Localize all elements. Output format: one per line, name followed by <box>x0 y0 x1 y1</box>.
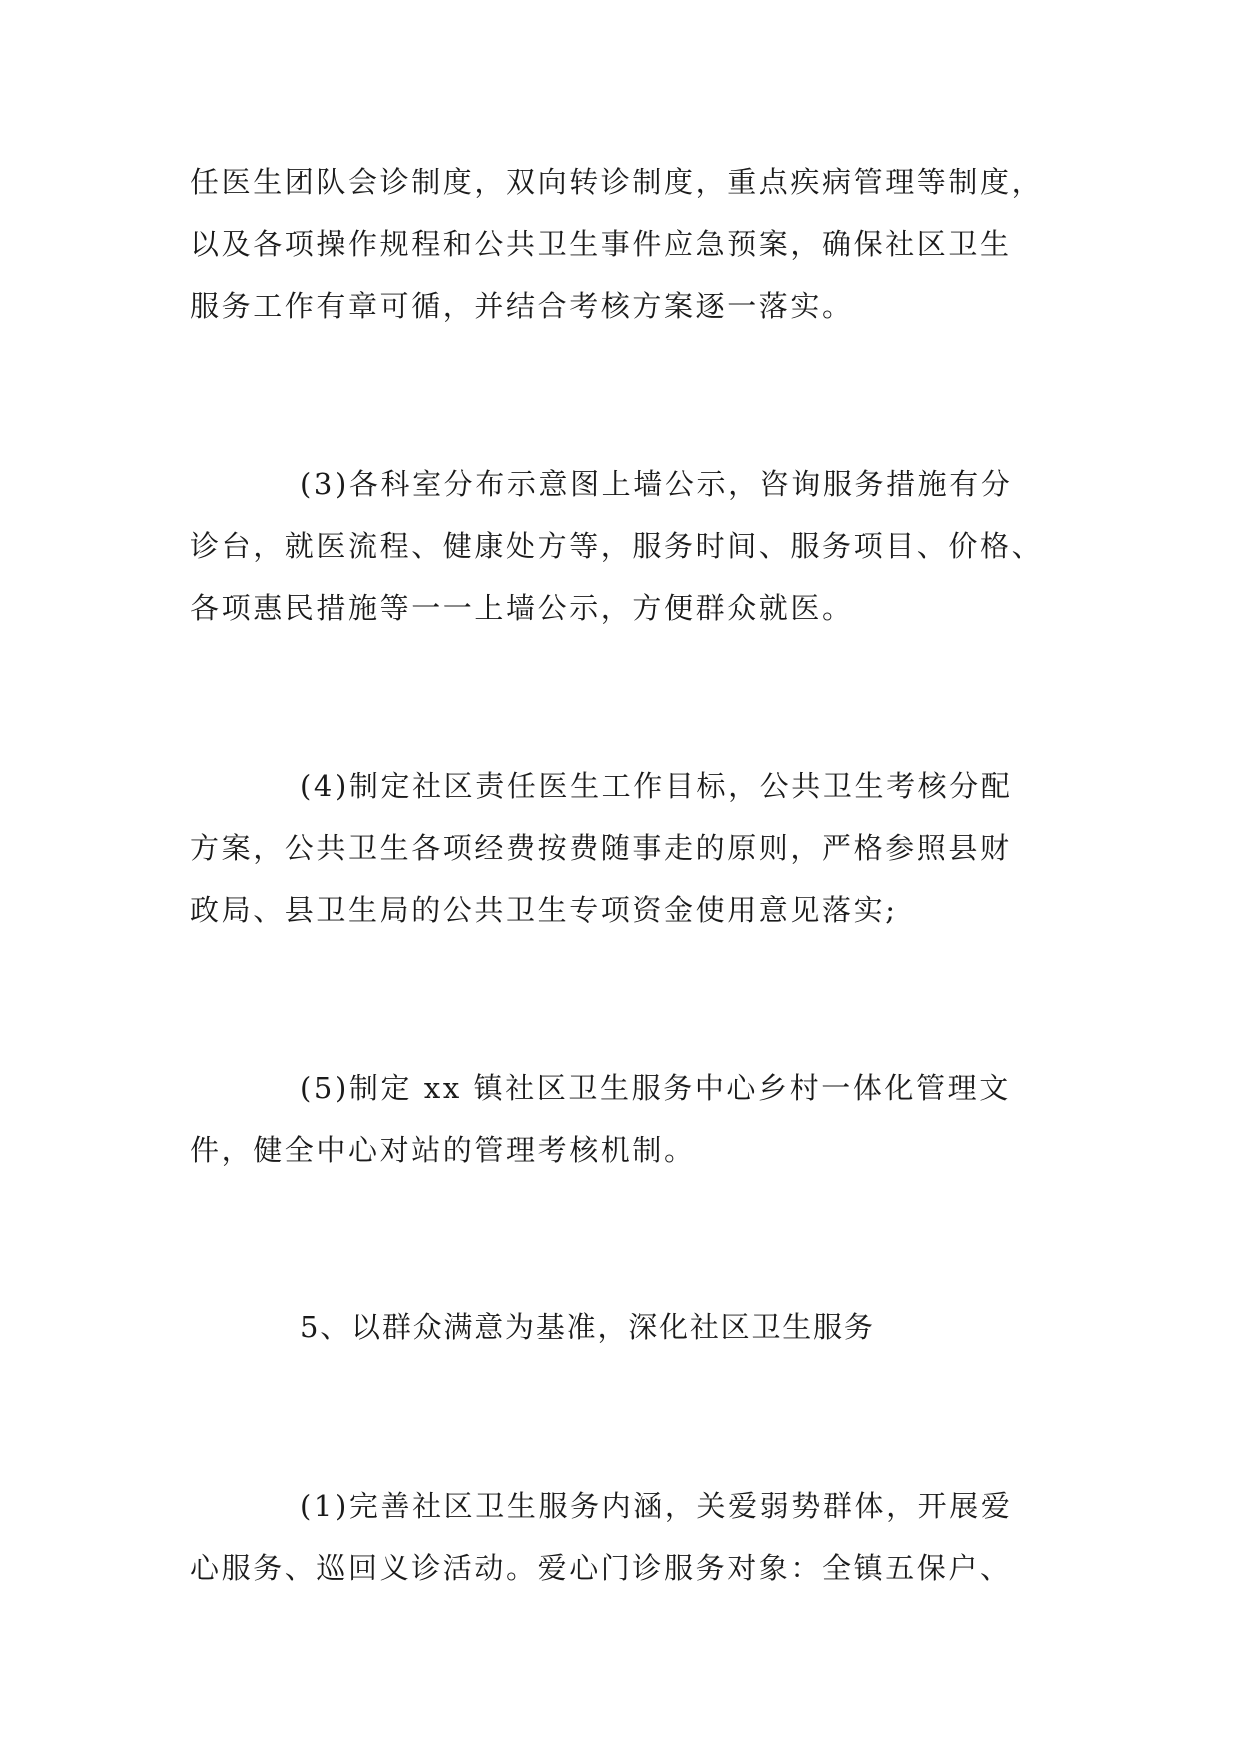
paragraph-1-line-3: 服务工作有章可循，并结合考核方案逐一落实。 <box>190 289 854 323</box>
section-heading: 5、以群众满意为基准，深化社区卫生服务 <box>300 1310 875 1344</box>
paragraph-4-line-1: (5)制定 xx 镇社区卫生服务中心乡村一体化管理文 <box>300 1071 1011 1105</box>
paragraph-2-line-1: (3)各科室分布示意图上墙公示，咨询服务措施有分 <box>300 467 1013 501</box>
paragraph-1-line-1: 任医生团队会诊制度，双向转诊制度，重点疾病管理等制度， <box>190 165 1044 199</box>
paragraph-2-line-3: 各项惠民措施等一一上墙公示，方便群众就医。 <box>190 591 854 625</box>
paragraph-6-line-2: 心服务、巡回义诊活动。爱心门诊服务对象：全镇五保户、 <box>190 1551 1012 1585</box>
paragraph-3-line-2: 方案，公共卫生各项经费按费随事走的原则，严格参照县财 <box>190 831 1012 865</box>
paragraph-4-line-2: 件，健全中心对站的管理考核机制。 <box>190 1133 696 1167</box>
paragraph-3-line-3: 政局、县卫生局的公共卫生专项资金使用意见落实; <box>190 893 898 927</box>
paragraph-1-line-2: 以及各项操作规程和公共卫生事件应急预案，确保社区卫生 <box>190 227 1012 261</box>
paragraph-3-line-1: (4)制定社区责任医生工作目标，公共卫生考核分配 <box>300 769 1013 803</box>
paragraph-6-line-1: (1)完善社区卫生服务内涵，关爱弱势群体，开展爱 <box>300 1489 1013 1523</box>
paragraph-2-line-2: 诊台，就医流程、健康处方等，服务时间、服务项目、价格、 <box>190 529 1044 563</box>
